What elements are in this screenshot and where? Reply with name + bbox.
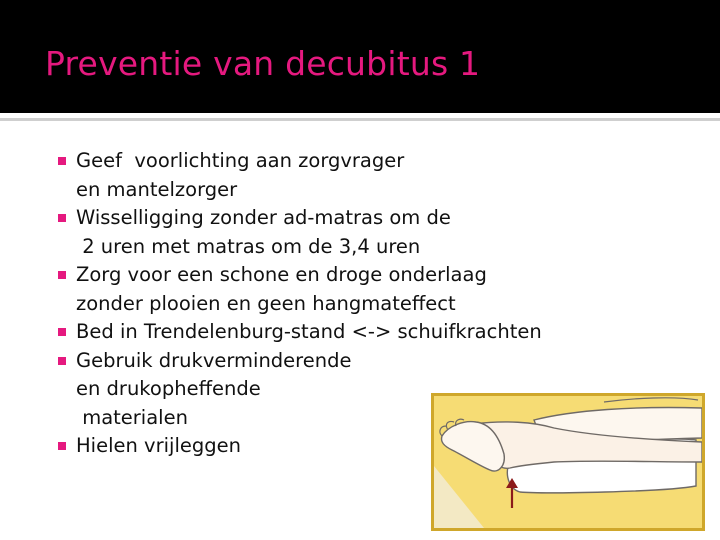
bullet-item (58, 204, 698, 261)
heel-offloading-icon (434, 396, 702, 528)
title-band (0, 0, 720, 113)
bullet-text: en mantelzorger (76, 177, 238, 201)
bullet-item (58, 147, 698, 204)
bullet-text: zonder plooien en geen hangmateffect (76, 291, 456, 315)
bullet-text: Zorg voor een schone en droge onderlaag (76, 263, 487, 286)
bullet-item (58, 318, 698, 347)
bullet-text: Geef voorlichting aan zorgvrager (76, 149, 405, 172)
bullet-text: en drukopheffende (76, 377, 261, 400)
bullet-marker-icon (58, 157, 66, 165)
bullet-text: materialen (76, 405, 188, 429)
bullet-text: Gebruik drukverminderende (76, 348, 352, 372)
bullet-text: Hielen vrijleggen (76, 434, 241, 457)
heel-offloading-illustration (431, 393, 705, 531)
bullet-text: Bed in Trendelenburg-stand <-> schuifkrachten (76, 320, 542, 343)
slide-title: Preventie van decubitus 1 (45, 44, 481, 83)
bullet-text: 2 uren met matras om de 3,4 uren (76, 234, 421, 258)
bullet-item (58, 261, 698, 318)
bullet-marker-icon (58, 328, 66, 336)
bullet-marker-icon (58, 442, 66, 450)
bullet-text: Wisselligging zonder ad-matras om de (76, 206, 451, 229)
bullet-marker-icon (58, 357, 66, 365)
bullet-marker-icon (58, 271, 66, 279)
bullet-marker-icon (58, 214, 66, 222)
title-divider (0, 118, 720, 121)
